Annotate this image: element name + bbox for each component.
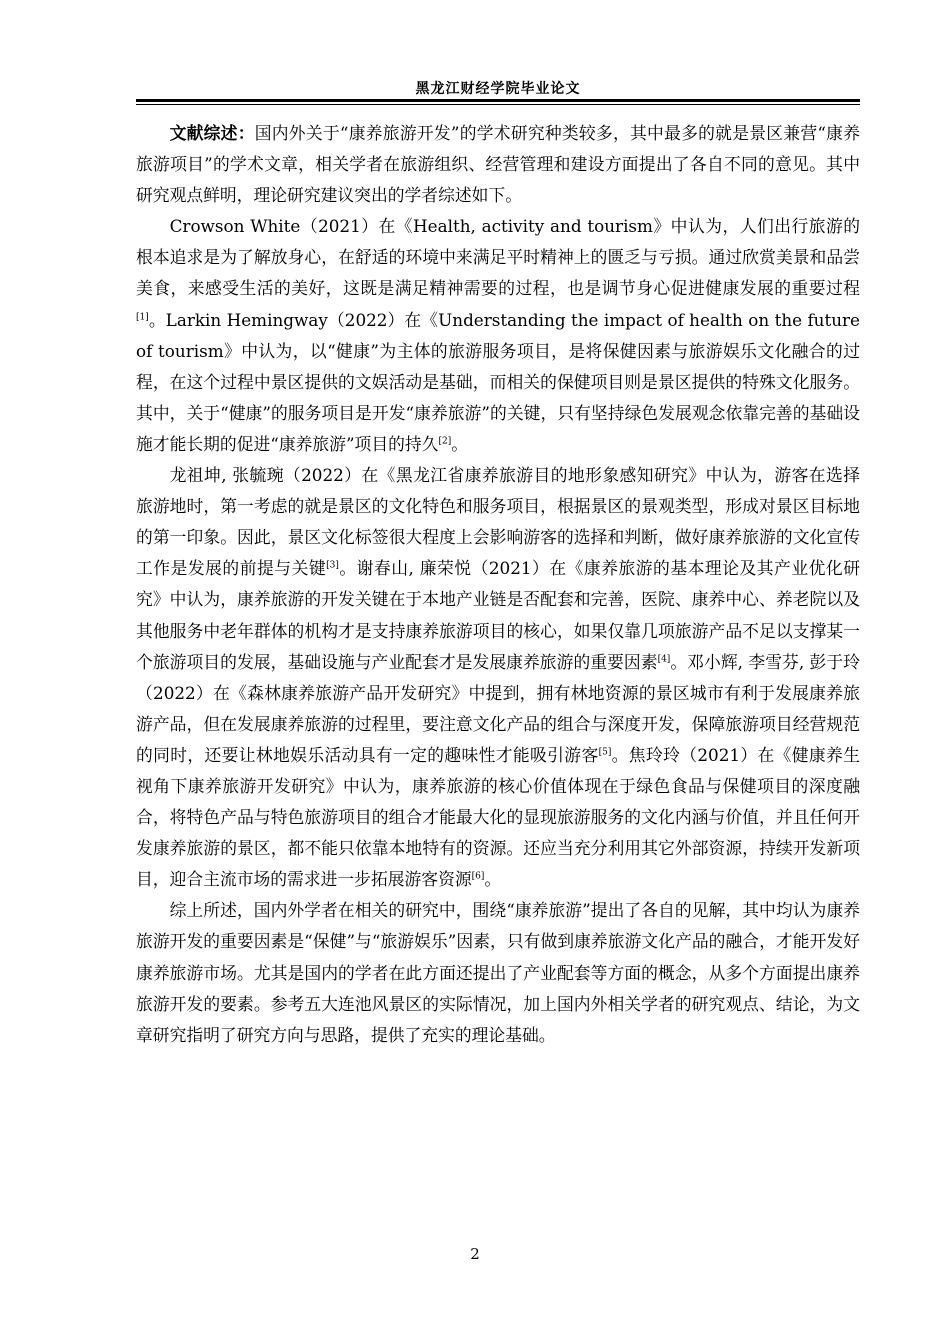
paragraph-lead-heading: 文献综述：: [169, 123, 255, 143]
paragraph-text: 。: [451, 433, 468, 454]
header-rule-thin: [136, 104, 860, 105]
citation-ref: [1]: [136, 311, 149, 322]
paragraph-text: 。焦玲玲（2021）在《健康养生视角下康养旅游开发研究》中认为，康养旅游的核心价值体现在于绿色食品与保健项目的深度融合，将特色产品与特色旅游项目的组合才能最大化的显现旅游服务的文化内涵与价值，并且任何开发康养旅游的景区，都不能只依靠本地特有的资源。还应当充分利用其它外部资源，持续开发新项目，迎合主流市场的需求进一步拓展游客资源: [136, 744, 860, 890]
header-rule-thick: [136, 99, 860, 102]
paragraph: [136, 211, 860, 460]
paragraph-text: 综上所述，国内外学者在相关的研究中，围绕“康养旅游”提出了各自的见解，其中均认为康养旅游开发的重要因素是“保健”与“旅游娱乐”因素，只有做到康养旅游文化产品的融合，才能开发好康养旅游市场。尤其是国内的学者在此方面还提出了产业配套等方面的概念，从多个方面提出康养旅游开发的要素。参考五大连池风景区的实际情况，加上国内外相关学者的研究观点、结论，为文章研究指明了研究方向与思路，提供了充实的理论基础。: [136, 900, 860, 1045]
paragraph: [136, 118, 860, 211]
paragraph: [136, 460, 860, 895]
paragraph-text: 。Larkin Hemingway（2022）在《Understanding the impact of health on the future of tourism》中认为，以“健康”为主体的旅游服务项目，是将保健因素与旅游娱乐文化融合的过程，在这个过程中景区提供的文娱活动是基础，而相关的保健项目则是景区提供的特殊文化服务。其中，关于“健康”的服务项目是开发“康养旅游”的关键，只有坚持绿色发展观念依靠完善的基础设施才能长期的促进“康养旅游”项目的持久: [136, 309, 860, 454]
paragraph-text: 。: [484, 869, 502, 890]
paragraph-text: 龙祖坤, 张毓琬（2022）在《黑龙江省康养旅游目的地形象感知研究》中认为，游客在选择旅游地时，第一考虑的就是景区的文化特色和服务项目，根据景区的景观类型，形成对景区目标地的第一印象。因此，景区文化标签很大程度上会影响游客的选择和判断，做好康养旅游的文化宣传工作是发展的前提与关键: [136, 465, 860, 579]
paragraph-text: Crowson White（2021）在《Health, activity and tourism》中认为，人们出行旅游的根本追求是为了解放身心，在舒适的环境中来满足平时精神上的匮乏与亏损。通过欣赏美景和品尝美食，来感受生活的美好，这既是满足精神需要的过程，也是调节身心促进健康发展的重要过程: [136, 216, 860, 299]
paragraph-text: 。邓小辉, 李雪芬, 彭于玲（2022）在《森林康养旅游产品开发研究》中提到，拥有林地资源的景区城市有利于发展康养旅游产品，但在发展康养旅游的过程里，要注意文化产品的组合与深度开发，保障旅游项目经营规范的同时，还要让林地娱乐活动具有一定的趣味性才能吸引游客: [136, 651, 860, 765]
paragraph-text: 国内外关于“康养旅游开发”的学术研究种类较多，其中最多的就是景区兼营“康养旅游项目”的学术文章，相关学者在旅游组织、经营管理和建设方面提出了各自不同的意见。其中研究观点鲜明，理论研究建议突出的学者综述如下。: [136, 123, 860, 206]
paragraph-text: 。谢春山, 廉荣悦（2021）在《康养旅游的基本理论及其产业优化研究》中认为，康养旅游的开发关键在于本地产业链是否配套和完善，医院、康养中心、养老院以及其他服务中老年群体的机构才是支持康养旅游项目的核心，如果仅靠几项旅游产品不足以支撑某一个旅游项目的发展，基础设施与产业配套才是发展康养旅游的重要因素: [136, 558, 860, 672]
citation-ref: [3]: [326, 560, 339, 571]
citation-ref: [5]: [598, 747, 612, 758]
citation-ref: [6]: [471, 871, 485, 882]
citation-ref: [4]: [657, 654, 671, 664]
body-text: [136, 118, 860, 1051]
citation-ref: [2]: [438, 436, 452, 447]
running-header: 黑龙江财经学院毕业论文: [415, 81, 581, 97]
page-number: 2: [470, 1245, 480, 1263]
paragraph: [136, 895, 860, 1050]
